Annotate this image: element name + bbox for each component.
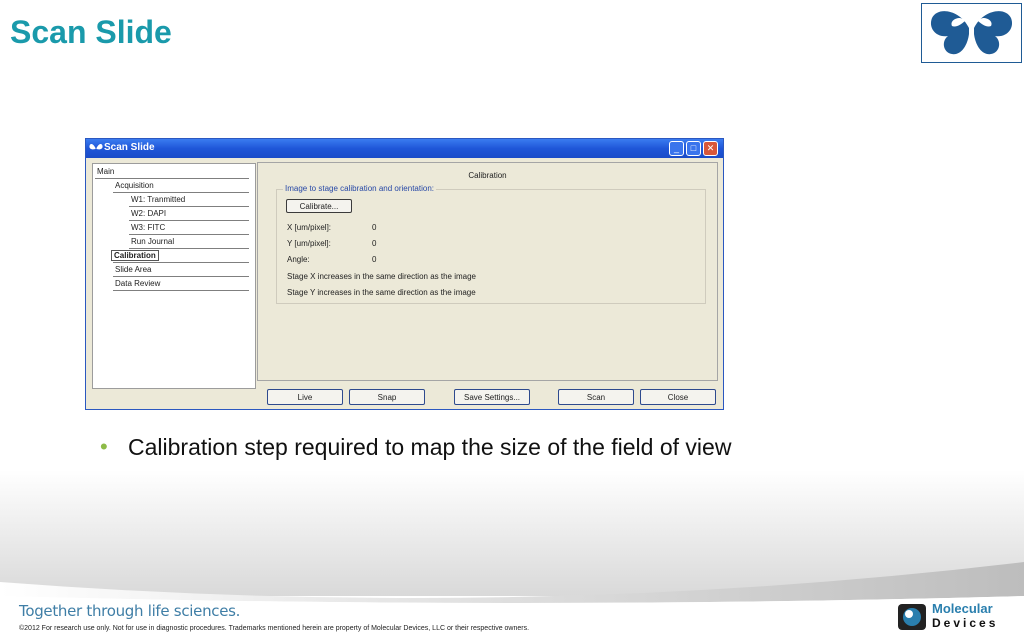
tree-divider <box>129 206 249 207</box>
panel-title: Calibration <box>468 171 507 180</box>
tree-divider <box>129 234 249 235</box>
minimize-button[interactable]: _ <box>669 141 684 156</box>
snap-button[interactable]: Snap <box>349 389 425 405</box>
x-scale-label: X [um/pixel]: <box>287 223 332 232</box>
tree-item-acquisition[interactable]: Acquisition <box>115 181 154 190</box>
tree-divider <box>113 262 249 263</box>
stage-y-note: Stage Y increases in the same direction as the image <box>287 288 476 297</box>
tree-divider <box>95 178 249 179</box>
group-title: Image to stage calibration and orientation: <box>285 184 434 193</box>
brand-line2: Devices <box>932 616 999 630</box>
butterfly-logo <box>921 3 1022 63</box>
tree-item-slide-area[interactable]: Slide Area <box>115 265 152 274</box>
tree-item-data-review[interactable]: Data Review <box>115 279 161 288</box>
tree-item-w1[interactable]: W1: Tranmitted <box>131 195 186 204</box>
live-button[interactable]: Live <box>267 389 343 405</box>
butterfly-app-icon <box>89 142 103 154</box>
bullet-text: Calibration step required to map the size of the field of view <box>128 434 732 460</box>
tree-item-run-journal[interactable]: Run Journal <box>131 237 175 246</box>
butterfly-icon <box>922 4 1021 62</box>
close-button[interactable]: Close <box>640 389 716 405</box>
y-scale-label: Y [um/pixel]: <box>287 239 331 248</box>
angle-label: Angle: <box>287 255 310 264</box>
window-body <box>86 158 723 409</box>
tree-item-w2[interactable]: W2: DAPI <box>131 209 167 218</box>
tree-divider <box>113 290 249 291</box>
calibration-panel <box>257 162 718 381</box>
tree-divider <box>113 276 249 277</box>
tree-item-calibration[interactable]: Calibration <box>111 250 159 261</box>
tree-item-w3[interactable]: W3: FITC <box>131 223 166 232</box>
stage-x-note: Stage X increases in the same direction as the image <box>287 272 476 281</box>
navigation-tree <box>92 163 256 389</box>
scan-button[interactable]: Scan <box>558 389 634 405</box>
window-titlebar[interactable] <box>86 139 723 158</box>
footer-copyright: ©2012 For research use only. Not for use in diagnostic procedures. Trademarks mentioned herein are property of Molecular Devices, LLC or their respective owners. <box>19 625 530 632</box>
calibration-group <box>276 184 706 304</box>
angle-value: 0 <box>372 255 377 264</box>
tree-divider <box>113 192 249 193</box>
molecular-devices-mark-icon <box>898 604 926 630</box>
x-scale-value: 0 <box>372 223 377 232</box>
maximize-button[interactable]: □ <box>686 141 701 156</box>
save-settings-button[interactable]: Save Settings... <box>454 389 530 405</box>
brand-line1: Molecular <box>932 601 993 616</box>
scan-slide-window <box>85 138 724 410</box>
molecular-devices-logo <box>898 600 1018 634</box>
close-window-button[interactable]: ✕ <box>703 141 718 156</box>
tree-item-main[interactable]: Main <box>97 167 115 176</box>
window-title: Scan Slide <box>104 142 155 153</box>
y-scale-value: 0 <box>372 239 377 248</box>
calibrate-button[interactable]: Calibrate... <box>286 199 352 213</box>
slide-title: Scan Slide <box>10 14 172 50</box>
bullet-marker: • <box>100 434 108 459</box>
tree-divider <box>129 248 249 249</box>
tree-divider <box>129 220 249 221</box>
footer-tagline: Together through life sciences. <box>19 602 241 620</box>
